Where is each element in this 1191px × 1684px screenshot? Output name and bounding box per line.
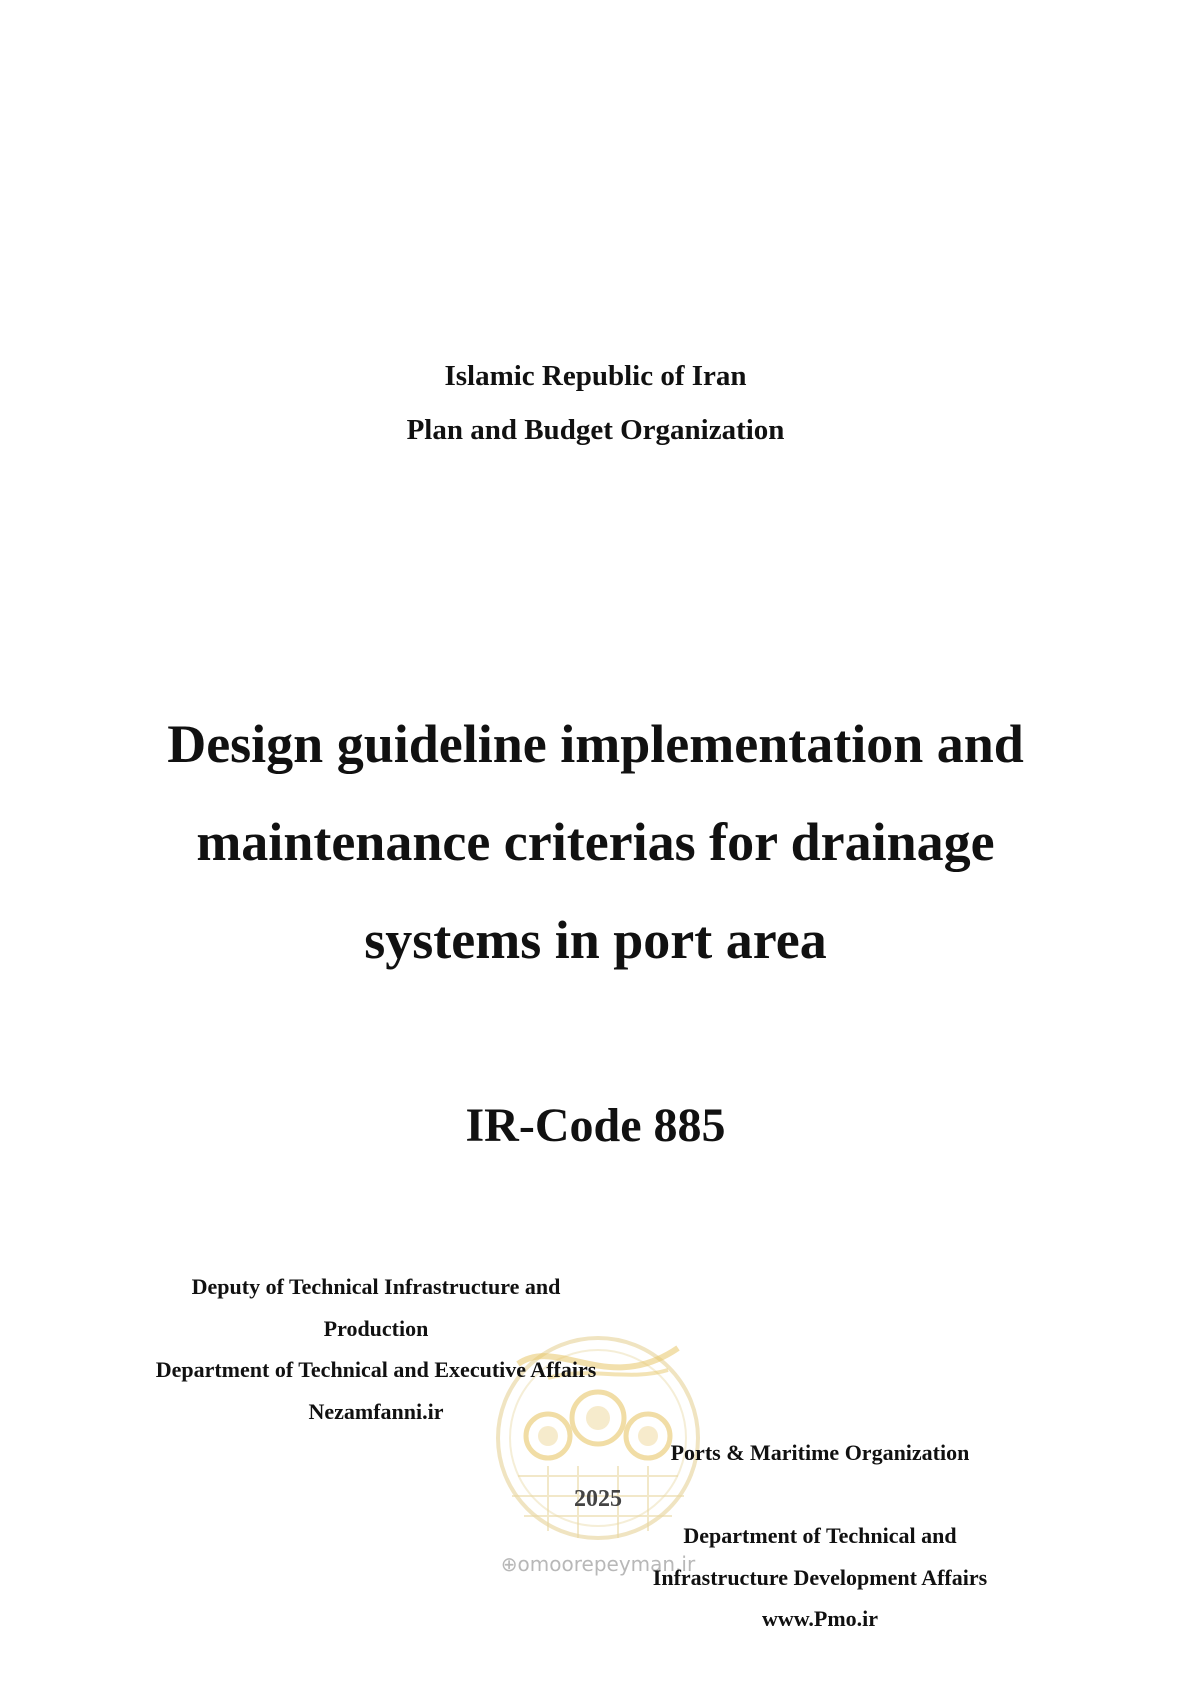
left-organization-block <box>150 1266 602 1432</box>
right-org-department: Department of Technical and Infrastructure Development Affairs <box>652 1523 988 1590</box>
document-title-line: systems in port area <box>364 910 827 970</box>
globe-icon: ⊕ <box>500 1552 518 1576</box>
document-code: IR-Code 885 <box>465 1099 726 1152</box>
right-org-website: www.Pmo.ir <box>761 1606 879 1631</box>
left-org-deputy: Deputy of Technical Infrastructure and Production <box>191 1274 561 1341</box>
document-title-line: maintenance criterias for drainage <box>196 812 995 872</box>
left-org-website: Nezamfanni.ir <box>308 1398 444 1424</box>
watermark-site-text: omoorepeyman.ir <box>517 1552 696 1576</box>
watermark-year: 2025 <box>574 1486 622 1512</box>
document-title-line: Design guideline implementation and <box>167 714 1024 774</box>
country-name: Islamic Republic of Iran <box>444 360 747 392</box>
organization-name: Plan and Budget Organization <box>406 414 785 446</box>
right-organization-block <box>620 1432 1020 1640</box>
document-title <box>100 695 1091 989</box>
right-org-name: Ports & Maritime Organization <box>670 1440 970 1465</box>
left-org-department: Department of Technical and Executive Affairs <box>155 1357 597 1382</box>
